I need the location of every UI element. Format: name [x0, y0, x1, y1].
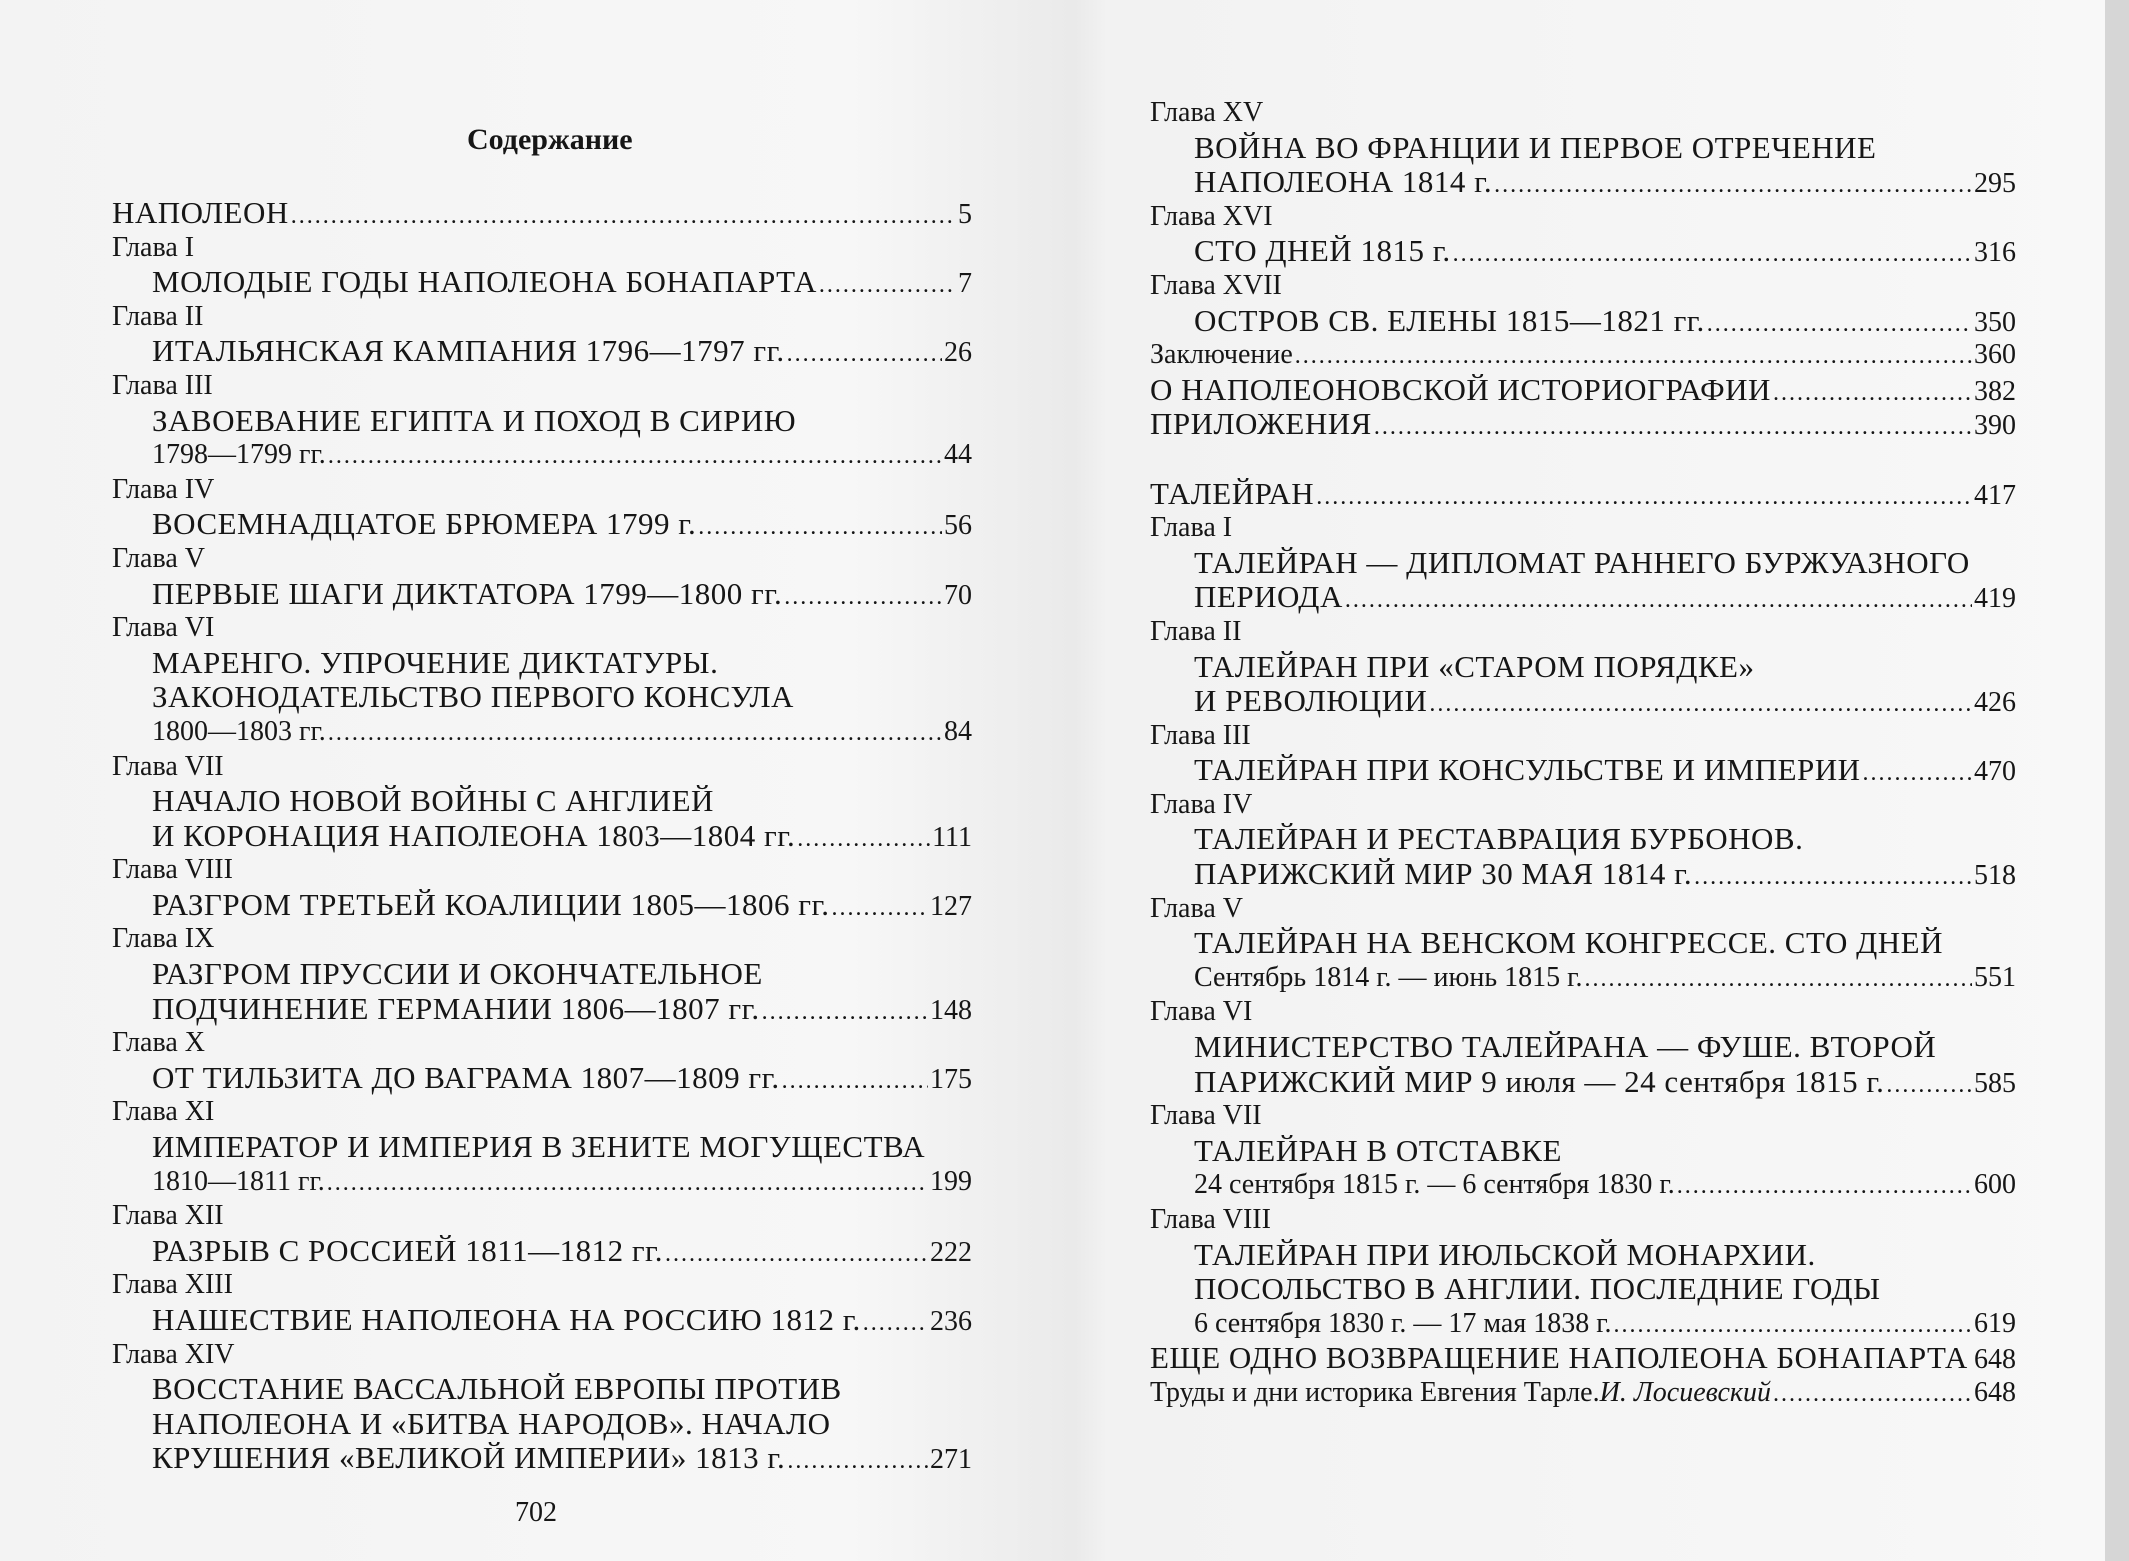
chapter-label: Глава X	[112, 1027, 205, 1059]
dot-leader	[698, 510, 942, 545]
toc-entry	[112, 438, 972, 473]
toc-entry	[1150, 234, 2016, 269]
toc-title-line: ТАЛЕЙРАН В ОТСТАВКЕ	[1194, 1132, 1562, 1168]
entry-page: 70	[944, 579, 972, 611]
entry-page: 417	[1974, 479, 2016, 511]
entry-page: 390	[1974, 410, 2016, 442]
entry-title: ТАЛЕЙРАН ПРИ КОНСУЛЬСТВЕ И ИМПЕРИИ	[1194, 752, 1861, 788]
left-page	[0, 0, 1064, 1561]
toc-entry	[1150, 1376, 2016, 1411]
entry-page: 44	[944, 439, 972, 471]
toc-title-line: ЗАВОЕВАНИЕ ЕГИПТА И ПОХОД В СИРИЮ	[152, 402, 797, 438]
dot-leader	[787, 1444, 928, 1479]
toc-entry	[112, 992, 972, 1027]
toc-title-line: ВОССТАНИЕ ВАССАЛЬНОЙ ЕВРОПЫ ПРОТИВ	[152, 1371, 842, 1407]
entry-page: 7	[958, 268, 972, 300]
entry-page: 350	[1974, 306, 2016, 338]
toc-entry	[112, 577, 972, 612]
entry-title: СТО ДНЕЙ 1815 г.	[1194, 233, 1451, 269]
entry-author: И. Лосиевский	[1599, 1376, 1771, 1408]
entry-page: 382	[1974, 375, 2016, 407]
entry-title: НАПОЛЕОНА 1814 г.	[1194, 164, 1493, 200]
dot-leader	[328, 439, 942, 474]
toc-entry	[112, 334, 972, 369]
entry-page: 600	[1974, 1169, 2016, 1201]
dot-leader	[819, 268, 956, 303]
entry-title: И РЕВОЛЮЦИИ	[1194, 683, 1428, 719]
entry-title: ОСТРОВ СВ. ЕЛЕНЫ 1815—1821 гг.	[1194, 302, 1705, 338]
toc-entry	[1150, 1168, 2016, 1203]
chapter-label: Глава VIII	[112, 854, 233, 886]
dot-leader	[797, 822, 930, 857]
dot-leader	[784, 580, 942, 615]
toc-title-line: НАПОЛЕОНА И «БИТВА НАРОДОВ». НАЧАЛО	[152, 1405, 831, 1441]
toc-entry	[1150, 961, 2016, 996]
chapter-label: Глава VI	[1150, 996, 1253, 1028]
toc-entry	[1150, 477, 2016, 512]
dot-leader	[831, 891, 928, 926]
chapter-label: Глава VI	[112, 612, 215, 644]
toc-list-right	[1150, 96, 2016, 1411]
toc-title-line: МАРЕНГО. УПРОЧЕНИЕ ДИКТАТУРЫ.	[152, 644, 719, 680]
entry-page: 316	[1974, 237, 2016, 269]
entry-page: 84	[944, 715, 972, 747]
entry-page: 199	[930, 1165, 972, 1197]
entry-page: 271	[930, 1444, 972, 1476]
entry-page: 175	[930, 1063, 972, 1095]
entry-title: ПАРИЖСКИЙ МИР 30 МАЯ 1814 г.	[1194, 856, 1693, 892]
toc-entry	[1150, 684, 2016, 719]
toc-title-line: ИМПЕРАТОР И ИМПЕРИЯ В ЗЕНИТЕ МОГУЩЕСТВА	[152, 1129, 926, 1165]
entry-page: 419	[1974, 583, 2016, 615]
dot-leader	[1429, 687, 1972, 722]
entry-page: 127	[930, 890, 972, 922]
dot-leader	[328, 716, 942, 751]
entry-page: 518	[1974, 860, 2016, 892]
dot-leader	[1494, 168, 1972, 203]
entry-title: О НАПОЛЕОНОВСКОЙ ИСТОРИОГРАФИИ	[1150, 371, 1771, 407]
entry-title: НАПОЛЕОН	[112, 195, 289, 230]
entry-page: 295	[1974, 168, 2016, 200]
spacer	[1150, 442, 2016, 477]
chapter-label: Глава IV	[1150, 788, 1253, 820]
entry-page: 26	[944, 337, 972, 369]
entry-title: ПЕРИОДА	[1194, 579, 1343, 615]
entry-title: ТАЛЕЙРАН	[1150, 475, 1315, 511]
toc-entry	[112, 1234, 972, 1269]
dot-leader	[1773, 376, 1972, 411]
toc-entry	[112, 1303, 972, 1338]
entry-page: 585	[1974, 1067, 2016, 1099]
chapter-label: Глава XI	[112, 1096, 215, 1128]
chapter-label: Глава I	[1150, 512, 1233, 544]
entry-page: 56	[944, 510, 972, 542]
toc-entry	[1150, 304, 2016, 339]
toc-title-line: ТАЛЕЙРАН ПРИ ИЮЛЬСКОЙ МОНАРХИИ.	[1194, 1236, 1816, 1272]
chapter-label: Глава XVII	[1150, 269, 1282, 301]
entry-title: 6 сентября 1830 г. — 17 мая 1838 г.	[1194, 1307, 1612, 1339]
chapter-label: Глава XIII	[112, 1269, 233, 1301]
toc-entry	[1150, 407, 2016, 442]
entry-page: 648	[1974, 1344, 2016, 1376]
entry-title: 1800—1803 гг.	[152, 715, 326, 747]
toc-title-line: НАЧАЛО НОВОЙ ВОЙНЫ С АНГЛИЕЙ	[152, 783, 714, 819]
chapter-label: Глава XII	[112, 1200, 224, 1232]
entry-page: 148	[930, 994, 972, 1026]
chapter-label: Глава VII	[1150, 1100, 1262, 1132]
toc-entry	[112, 715, 972, 750]
entry-page: 551	[1974, 961, 2016, 993]
chapter-label: Глава VII	[112, 750, 224, 782]
entry-page: 470	[1974, 756, 2016, 788]
dot-leader	[1773, 1377, 1972, 1412]
entry-title: ОТ ТИЛЬЗИТА ДО ВАГРАМА 1807—1809 гг.	[152, 1059, 780, 1095]
entry-title: Заключение	[1150, 339, 1293, 371]
entry-title: МОЛОДЫЕ ГОДЫ НАПОЛЕОНА БОНАПАРТА	[152, 264, 817, 300]
entry-title: Сентябрь 1814 г. — июнь 1815 г.	[1194, 961, 1583, 993]
dot-leader	[1345, 583, 1972, 618]
entry-title: ВОСЕМНАДЦАТОЕ БРЮМЕРА 1799 г.	[152, 506, 697, 542]
dot-leader	[665, 1237, 928, 1272]
chapter-label: Глава VIII	[1150, 1204, 1271, 1235]
dot-leader	[1295, 339, 1972, 374]
dot-leader	[1886, 1068, 1972, 1103]
entry-page: 619	[1974, 1307, 2016, 1339]
entry-title: ЕЩЕ ОДНО ВОЗВРАЩЕНИЕ НАПОЛЕОНА БОНАПАРТА	[1150, 1340, 1968, 1376]
entry-title: 1810—1811 гг.	[152, 1165, 325, 1197]
chapter-label: Глава IX	[112, 923, 215, 955]
dot-leader	[1863, 756, 1972, 791]
toc-entry	[1150, 165, 2016, 200]
chapter-label: Глава III	[1150, 719, 1251, 751]
toc-list-left	[112, 196, 972, 1476]
background-edge	[2105, 0, 2129, 1561]
toc-title-line: ТАЛЕЙРАН И РЕСТАВРАЦИЯ БУРБОНОВ.	[1194, 821, 1804, 857]
entry-title: ПАРИЖСКИЙ МИР 9 июля — 24 сентября 1815 г.	[1194, 1063, 1885, 1099]
toc-entry	[112, 1165, 972, 1200]
toc-entry	[112, 819, 972, 854]
entry-page: 236	[930, 1306, 972, 1337]
entry-title: РАЗРЫВ С РОССИЕЙ 1811—1812 гг.	[152, 1232, 664, 1268]
dot-leader	[1694, 860, 1972, 895]
toc-entry	[1150, 1341, 2016, 1376]
entry-title: ПРИЛОЖЕНИЯ	[1150, 406, 1372, 442]
toc-title-line: ТАЛЕЙРАН ПРИ «СТАРОМ ПОРЯДКЕ»	[1194, 648, 1755, 684]
toc-title-line: ПОСОЛЬСТВО В АНГЛИИ. ПОСЛЕДНИЕ ГОДЫ	[1194, 1271, 1881, 1307]
chapter-label: Глава I	[112, 231, 195, 263]
entry-page: 648	[1974, 1376, 2016, 1408]
dot-leader	[291, 199, 956, 234]
toc-entry	[1150, 580, 2016, 615]
entry-title: 24 сентября 1815 г. — 6 сентября 1830 г.	[1194, 1169, 1675, 1201]
toc-entry	[112, 265, 972, 300]
toc-entry	[1150, 338, 2016, 373]
entry-page: 360	[1974, 339, 2016, 371]
toc-title-line: ТАЛЕЙРАН — ДИПЛОМАТ РАННЕГО БУРЖУАЗНОГО	[1194, 544, 1970, 580]
dot-leader	[1585, 962, 1973, 997]
chapter-label: Глава III	[112, 369, 213, 401]
chapter-label: Глава XVI	[1150, 200, 1273, 232]
entry-title: НАШЕСТВИЕ НАПОЛЕОНА НА РОССИЮ 1812 г.	[152, 1302, 861, 1337]
entry-title: ПОДЧИНЕНИЕ ГЕРМАНИИ 1806—1807 гг.	[152, 990, 760, 1026]
chapter-label: Глава V	[112, 542, 205, 574]
toc-entry	[112, 888, 972, 923]
toc-title-line: ВОЙНА ВО ФРАНЦИИ И ПЕРВОЕ ОТРЕЧЕНИЕ	[1194, 129, 1877, 165]
dot-leader	[327, 1166, 928, 1201]
chapter-label: Глава XIV	[112, 1338, 235, 1370]
entry-title: РАЗГРОМ ТРЕТЬЕЙ КОАЛИЦИИ 1805—1806 гг.	[152, 886, 830, 922]
chapter-label: Глава II	[112, 300, 204, 332]
toc-entry	[1150, 1065, 2016, 1100]
dot-leader	[762, 995, 928, 1030]
dot-leader	[1316, 480, 1972, 515]
chapter-label: Глава XV	[1150, 97, 1264, 128]
entry-page: 5	[958, 199, 972, 230]
chapter-label: Глава IV	[112, 473, 215, 505]
dot-leader	[1614, 1308, 1972, 1343]
toc-entry	[1150, 373, 2016, 408]
toc-entry	[112, 1061, 972, 1096]
dot-leader	[787, 337, 942, 372]
entry-title: 1798—1799 гг.	[152, 439, 326, 471]
dot-leader	[1374, 410, 1972, 445]
entry-title: ПЕРВЫЕ ШАГИ ДИКТАТОРА 1799—1800 гг.	[152, 575, 783, 611]
dot-leader	[782, 1064, 928, 1099]
toc-title: Содержание	[467, 123, 633, 156]
page-number: 702	[515, 1497, 557, 1528]
entry-page: 222	[930, 1236, 972, 1268]
toc-entry	[1150, 857, 2016, 892]
toc-entry	[112, 196, 972, 231]
chapter-label: Глава V	[1150, 892, 1243, 924]
toc-title-line: МИНИСТЕРСТВО ТАЛЕЙРАНА — ФУШЕ. ВТОРОЙ	[1194, 1029, 1937, 1065]
entry-title: Труды и дни историка Евгения Тарле.	[1150, 1376, 1600, 1408]
entry-title: И КОРОНАЦИЯ НАПОЛЕОНА 1803—1804 гг.	[152, 817, 796, 853]
toc-entry	[1150, 1307, 2016, 1342]
toc-entry	[112, 1441, 972, 1476]
entry-page: 426	[1974, 687, 2016, 719]
dot-leader	[1453, 237, 1972, 272]
toc-title-line: ТАЛЕЙРАН НА ВЕНСКОМ КОНГРЕССЕ. СТО ДНЕЙ	[1194, 925, 1943, 961]
toc-entry	[112, 507, 972, 542]
chapter-label: Глава II	[1150, 615, 1242, 647]
toc-entry	[1150, 753, 2016, 788]
toc-title-line: ЗАКОНОДАТЕЛЬСТВО ПЕРВОГО КОНСУЛА	[152, 679, 794, 715]
toc-title-line: РАЗГРОМ ПРУССИИ И ОКОНЧАТЕЛЬНОЕ	[152, 956, 763, 992]
right-page	[1064, 0, 2105, 1561]
dot-leader	[1707, 307, 1972, 342]
entry-title: КРУШЕНИЯ «ВЕЛИКОЙ ИМПЕРИИ» 1813 г.	[152, 1440, 786, 1476]
entry-title: ИТАЛЬЯНСКАЯ КАМПАНИЯ 1796—1797 гг.	[152, 333, 785, 369]
entry-page: 111	[932, 821, 972, 853]
dot-leader	[1677, 1169, 1972, 1204]
dot-leader	[863, 1306, 928, 1341]
